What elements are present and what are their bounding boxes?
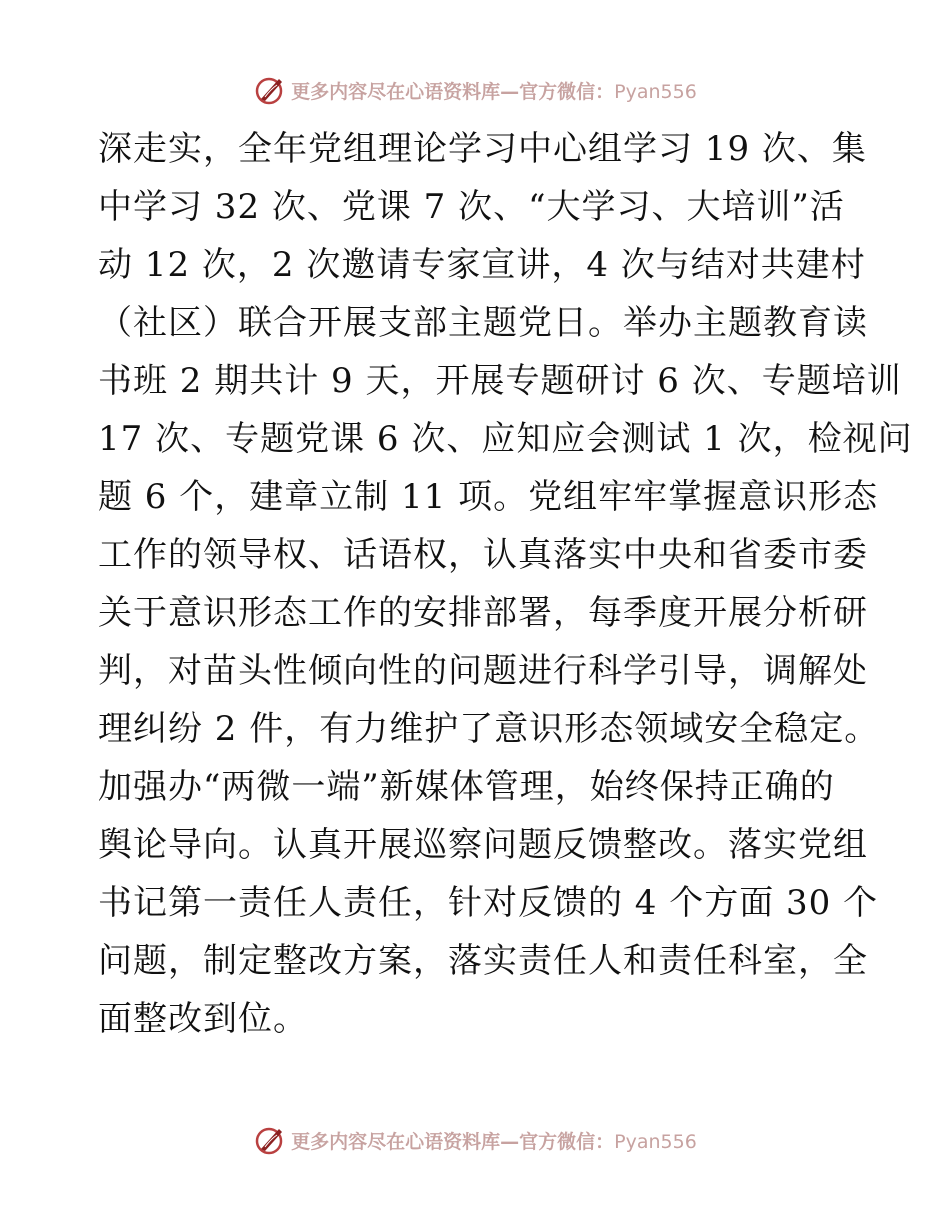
- text-line: 书记第一责任人责任，针对反馈的 4 个方面 30 个: [98, 883, 879, 923]
- text-line: （社区）联合开展支部主题党日。举办主题教育读: [98, 303, 868, 343]
- text-line: 问题，制定整改方案，落实责任人和责任科室，全: [98, 941, 868, 981]
- text-line: 17 次、专题党课 6 次、应知应会测试 1 次，检视问: [98, 419, 913, 459]
- quill-pen-logo-icon: [253, 73, 287, 107]
- watermark-text-cn: 更多内容尽在心语资料库—官方微信：: [291, 1130, 615, 1153]
- watermark-text-en: Pyan556: [614, 80, 697, 103]
- text-line: 理纠纷 2 件，有力维护了意识形态领域安全稳定。: [98, 709, 880, 749]
- text-line: 加强办“两微一端”新媒体管理，始终保持正确的: [98, 767, 835, 807]
- text-line: 深走实，全年党组理论学习中心组学习 19 次、集: [98, 129, 867, 169]
- quill-pen-logo-icon: [253, 1123, 287, 1157]
- text-line: 中学习 32 次、党课 7 次、“大学习、大培训”活: [98, 187, 845, 227]
- text-line: 判，对苗头性倾向性的问题进行科学引导，调解处: [98, 651, 868, 691]
- text-line: 舆论导向。认真开展巡察问题反馈整改。落实党组: [98, 825, 868, 865]
- text-line: 动 12 次，2 次邀请专家宣讲，4 次与结对共建村: [98, 245, 866, 285]
- watermark-text-cn: 更多内容尽在心语资料库—官方微信：: [291, 80, 615, 103]
- document-body: [98, 120, 913, 1048]
- text-line: 题 6 个，建章立制 11 项。党组牢牢掌握意识形态: [98, 477, 879, 517]
- header-watermark: [0, 70, 950, 110]
- text-line: 书班 2 期共计 9 天，开展专题研讨 6 次、专题培训: [98, 361, 902, 401]
- text-line: 工作的领导权、话语权，认真落实中央和省委市委: [98, 535, 868, 575]
- footer-watermark: [0, 1120, 950, 1160]
- text-line: 面整改到位。: [98, 999, 308, 1039]
- text-line: 关于意识形态工作的安排部署，每季度开展分析研: [98, 593, 868, 633]
- watermark-text-en: Pyan556: [614, 1130, 697, 1153]
